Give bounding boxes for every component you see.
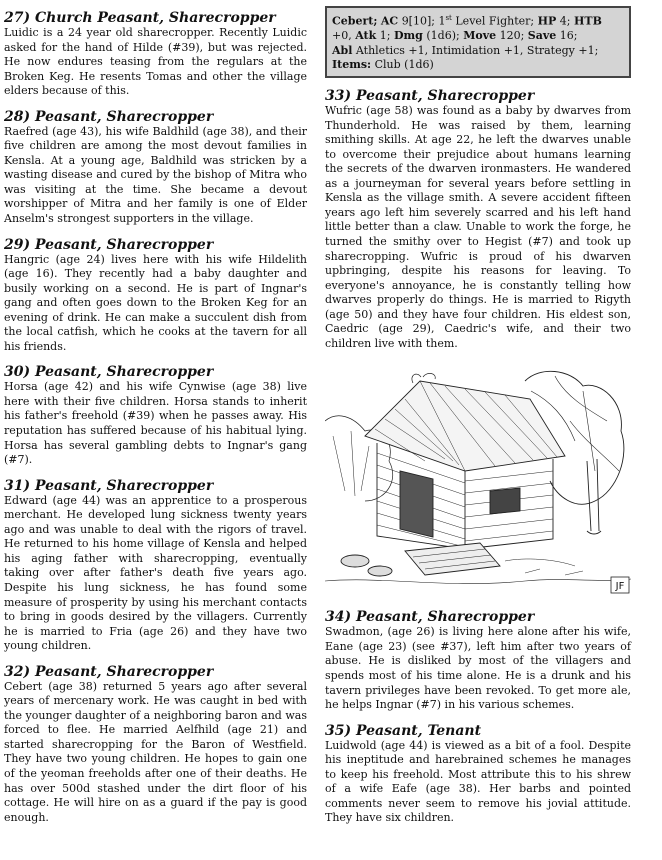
entry-heading: 27) Church Peasant, Sharecropper <box>4 10 276 26</box>
entry-heading: 33) Peasant, Sharecropper <box>325 88 535 105</box>
illustration-signature: JF <box>615 581 625 593</box>
entry-29 <box>4 237 307 355</box>
entry-text: Horsa (age 42) and his wife Cynwise (age 38) live here with their five children. Horsa stands to inherit his father's freehold (#39) when he passes away. His reputation has suffered because of his habitual lying. Horsa has several gambling debts to Ingnar's gang (#7). <box>4 380 307 467</box>
stat-items-value: Club (1d6) <box>374 58 434 72</box>
stat-name: Cebert; <box>332 14 378 28</box>
cottage-illustration <box>325 361 631 599</box>
entry-35 <box>325 723 631 826</box>
entry-text: Hangric (age 24) lives here with his wife Hildelith (age 16). They recently had a baby daughter and busily working on a second. He is part of Ingnar's gang and often goes down to the Broken Keg for an evening of drink. He can make a succulent dish from the local catfish, which he cooks at the tavern for all his friends. <box>4 252 307 353</box>
entry-34 <box>325 609 631 712</box>
stat-items-label: Items: <box>332 58 372 72</box>
entry-heading: 30) Peasant, Sharecropper <box>4 364 214 381</box>
entry-text: Luidic is a 24 year old sharecropper. Recently Luidic asked for the hand of Hilde (#39), but was rejected. He now endures teasing from the regulars at the Broken Keg. He resents Tomas and other the village elders because of this. <box>4 26 307 98</box>
stat-save-value: 16; <box>559 29 578 43</box>
stat-ac-label: AC <box>380 14 399 28</box>
entry-text: Swadmon, (age 26) is living here alone after his wife, Eane (age 23) (see #37), left him after two years of abuse. He is disliked by most of the villagers and spends most of his time alone. He is a drunk and his tavern privileges have been revoked. To get more ale, he helps Ingnar (#7) in his various schemes. <box>325 625 631 712</box>
stat-dmg-value: (1d6); <box>426 29 460 43</box>
entry-heading: 32) Peasant, Sharecropper <box>4 663 214 680</box>
stat-atk-value: 1; <box>379 29 391 43</box>
entry-text: Cebert (age 38) returned 5 years ago after several years of mercenary work. He was caught in bed with the younger daughter of a neighboring baron and was forced to flee. He married Aelfhild (age 21) and started sharecropping for the Baron of Westfield. They have two young children. He hopes to gain one of the yeoman freeholds after one of their deaths. He has over 500d stashed under the dirt floor of his cottage. He will hire on as a guard if the pay is good enough. <box>4 679 307 824</box>
stat-hp-label: HP <box>537 14 557 28</box>
stat-move-value: 120; <box>499 29 525 43</box>
left-column <box>4 0 307 835</box>
stat-abl-label: Abl <box>332 43 353 57</box>
stat-block <box>325 6 631 78</box>
stat-save-label: Save <box>527 29 557 43</box>
stat-atk-label: Atk <box>355 29 377 43</box>
stat-dmg-label: Dmg <box>393 29 423 43</box>
entry-33 <box>325 88 631 351</box>
entry-28 <box>4 109 307 227</box>
entry-heading: 28) Peasant, Sharecropper <box>4 108 214 125</box>
entry-text: Edward (age 44) was an apprentice to a prosperous merchant. He developed lung sickness twenty years ago and was unable to deal with the rigors of travel. He returned to his home village of Kensla and helped his aging father with sharecropping, eventually taking over after father's death five years ago. Despite his lung sickness, he has found some measure of prosperity by using his merchant contacts to bring in goods desired by the villagers. Currently he is married to Fria (age 26) and they have two young children. <box>4 493 307 653</box>
stat-move-label: Move <box>463 29 497 43</box>
stat-hp-value: 4; <box>559 14 571 28</box>
entry-27 <box>4 10 307 99</box>
stat-class: Level Fighter; <box>455 14 535 28</box>
stat-abl-value: Athletics +1, Intimidation +1, Strategy +1; <box>355 43 599 57</box>
right-column <box>325 0 631 836</box>
entry-heading: 34) Peasant, Sharecropper <box>325 609 535 626</box>
entry-text: Raefred (age 43), his wife Baldhild (age 38), and their five children are among the most devout families in Kensla. At a young age, Baldhild was stricken by a wasting disease and cured by the bishop of Mitra who was visiting at the time. She became a devout worshipper of Mitra and her family is one of Elder Anselm's strongest supporters in the village. <box>4 124 307 226</box>
stat-htb-label: HTB <box>574 14 602 28</box>
entry-text: Luidwold (age 44) is viewed as a bit of a fool. Despite his ineptitude and harebrained schemes he manages to keep his freehold. Most attribute this to his shrew of a wife Eafe (age 38). Her barbs and pointed comments never seem to remove his jovial attitude. They have six children. <box>325 738 631 825</box>
stat-ac-value: 9[10]; 1 <box>401 14 446 28</box>
entry-heading: 29) Peasant, Sharecropper <box>4 236 214 253</box>
entry-heading: 31) Peasant, Sharecropper <box>4 477 214 494</box>
entry-text: Wufric (age 58) was found as a baby by dwarves from Thunderhold. He was raised by them, learning smithing skills. At age 22, he left the dwarves unable to overcome their prejudice about humans learning the secrets of the dwarven ironmasters. He wandered as a journeyman for several years before settling in Kensla as the village smith. A severe accident fifteen years ago left him severely scarred and his left hand little better than a claw. Unable to work the forge, he turned the smithy over to Hegist (#7) and took up sharecropping. Wufric is proud of his dwarven upbringing, despite his reasons for leaving. To everyone's annoyance, he is constantly telling how dwarves properly do things. He is married to Rigyth (age 50) and they have four children. His eldest son, Caedric (age 29), Caedric's wife, and their two children live with them. <box>325 104 631 350</box>
entry-30 <box>4 364 307 467</box>
entry-31 <box>4 478 307 654</box>
entry-heading: 35) Peasant, Tenant <box>325 722 482 739</box>
stat-ac-sup: st <box>445 14 452 22</box>
stat-htb-value: +0, <box>332 29 352 43</box>
entry-32 <box>4 664 307 825</box>
